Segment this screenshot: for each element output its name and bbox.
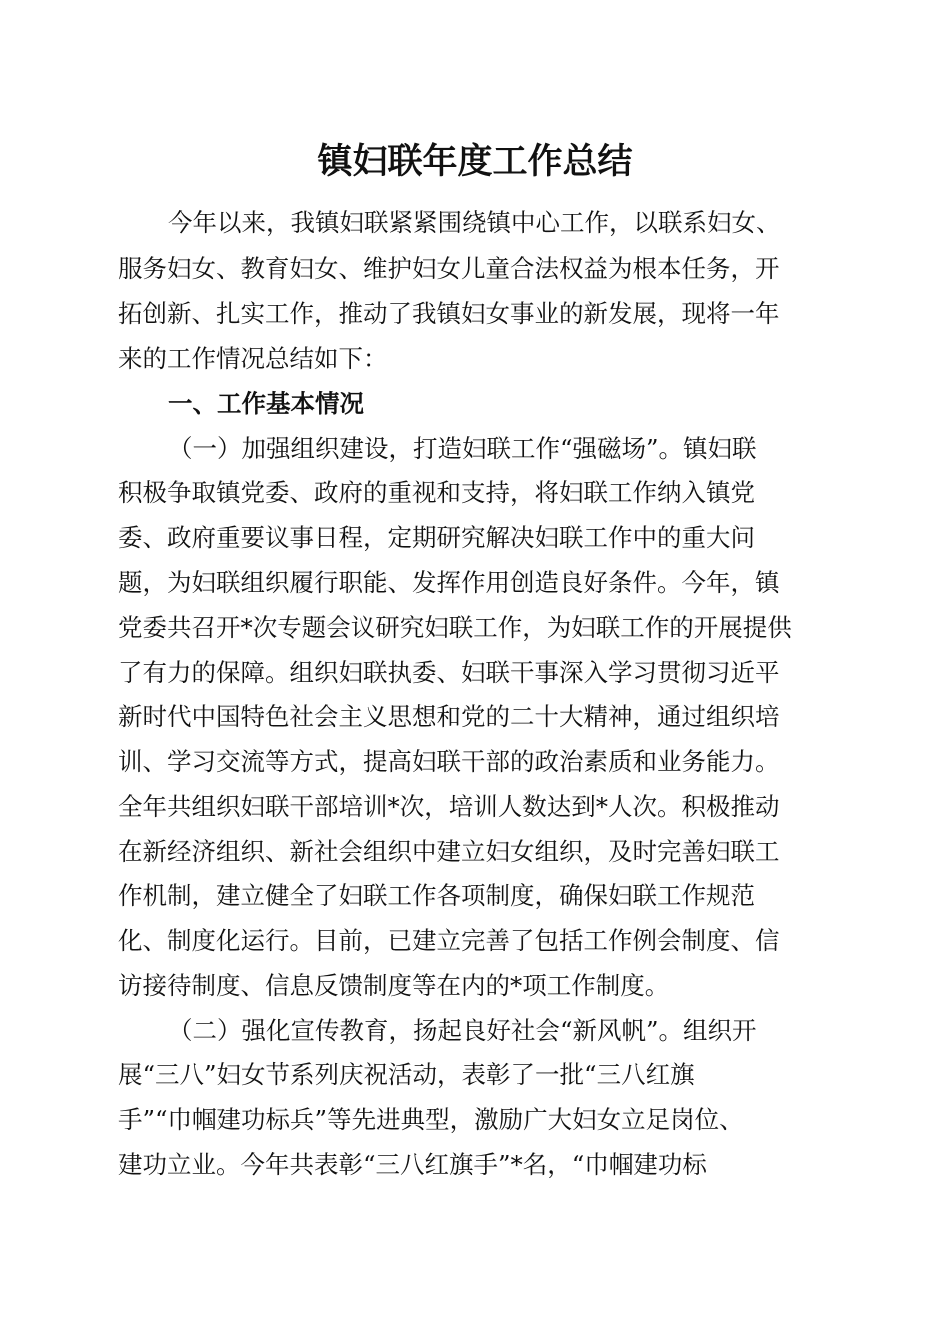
text-line: 化、制度化运行。目前，已建立完善了包括工作例会制度、信	[118, 926, 780, 955]
text-line: 展“三八”妇女节系列庆祝活动，表彰了一批“三八红旗	[118, 1060, 695, 1089]
text-line: 服务妇女、教育妇女、维护妇女儿童合法权益为根本任务，开	[118, 254, 780, 283]
text-line: 了有力的保障。组织妇联执委、妇联干事深入学习贯彻习近平	[118, 658, 780, 687]
document-title: 镇妇联年度工作总结	[317, 141, 633, 182]
text-line: 新时代中国特色社会主义思想和党的二十大精神，通过组织培	[118, 702, 780, 731]
text-line: 今年以来，我镇妇联紧紧围绕镇中心工作，以联系妇女、	[168, 208, 781, 237]
text-line: 作机制，建立健全了妇联工作各项制度，确保妇联工作规范	[118, 881, 755, 910]
text-line: 在新经济组织、新社会组织中建立妇女组织，及时完善妇联工	[118, 837, 780, 866]
text-line: 训、学习交流等方式，提高妇联干部的政治素质和业务能力。	[118, 747, 780, 776]
text-line: 题，为妇联组织履行职能、发挥作用创造良好条件。今年，镇	[118, 568, 780, 597]
text-line: 委、政府重要议事日程，定期研究解决妇联工作中的重大问	[118, 523, 755, 552]
text-line: 党委共召开*次专题会议研究妇联工作，为妇联工作的开展提供	[118, 613, 792, 642]
text-line: 来的工作情况总结如下：	[118, 344, 388, 373]
text-line: 访接待制度、信息反馈制度等在内的*项工作制度。	[118, 971, 670, 1000]
text-line: （一）加强组织建设，打造妇联工作“强磁场”。镇妇联	[168, 434, 757, 463]
text-line: 全年共组织妇联干部培训*次，培训人数达到*人次。积极推动	[118, 792, 780, 821]
text-line: 积极争取镇党委、政府的重视和支持，将妇联工作纳入镇党	[118, 478, 755, 507]
section-heading: 一、工作基本情况	[168, 389, 364, 418]
text-line: 拓创新、扎实工作，推动了我镇妇女事业的新发展，现将一年	[118, 299, 780, 328]
text-line: 建功立业。今年共表彰“三八红旗手”*名，“巾帼建功标	[118, 1150, 707, 1179]
text-line: （二）强化宣传教育，扬起良好社会“新风帆”。组织开	[168, 1016, 757, 1045]
text-line: 手”“巾帼建功标兵”等先进典型，激励广大妇女立足岗位、	[118, 1105, 744, 1134]
